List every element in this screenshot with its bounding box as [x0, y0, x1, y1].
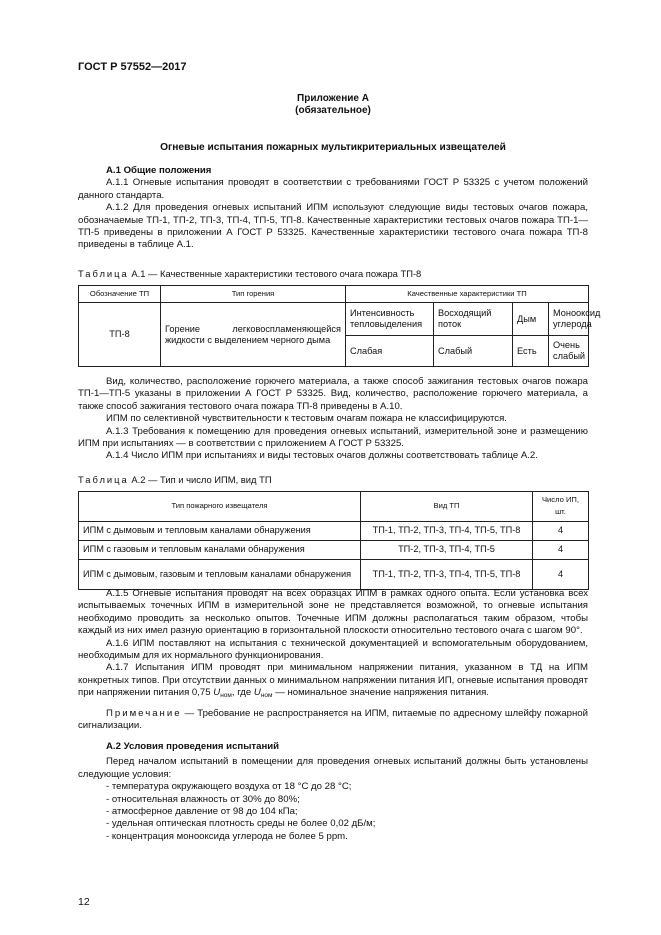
header-tp-type: Вид ТП	[361, 492, 533, 522]
a17-text-mid: , где	[231, 687, 254, 699]
list-item: - удельная оптическая плотность среды не более 0,02 дБ/м;	[106, 818, 376, 830]
cell-char-value: Есть	[513, 336, 549, 367]
header-count: Число ИП, шт.	[533, 492, 589, 522]
caption-prefix: Таблица	[78, 268, 129, 279]
paragraph-a12: А.1.2 Для проведения огневых испытаний ИПМ используют следующие виды тестовых очагов пожара, обозначаемые ТП-1, ТП-2, ТП-3, ТП-4, ТП-5, ТП-8. Качественные характеристики тестовых очагов пожара ТП-1—ТП-5 приведены в приложении А ГОСТ Р 53325. Качественные характеристики тестового очага пожара ТП-8 приведены в таблице А.1.	[78, 202, 588, 251]
cell-tp: ТП-2, ТП-3, ТП-4, ТП-5	[361, 540, 533, 559]
section-heading: А.1 Общие положения	[106, 165, 212, 176]
header-characteristics: Качественные характеристики ТП	[346, 286, 589, 303]
table-a2-caption	[78, 474, 588, 486]
paragraph-tp-description: Вид, количество, расположение горючего материала, а также способ зажигания тестовых очагов пожара ТП-1—ТП-5 указаны в приложении А ГОСТ Р 53325. Вид, количество, расположение горючего материала, а также способ зажигания тестового очага пожара ТП-8 приведены в А.10.	[78, 376, 588, 412]
paragraph-a15: А.1.5 Огневые испытания проводят на всех образцах ИПМ в рамках одного опыта. Если установка всех испытываемых точечных ИПМ в измерительной зоне не представляется возможной, то огневые испытания необходимо проводить за несколько опытов. Точечные ИПМ должны располагаться таким образом, чтобы каждый из них имел разную ориентацию в горизонтальной плоскости относительно тестового очага с шагом 90°.	[78, 588, 588, 637]
cell-count: 4	[533, 559, 589, 589]
section-a1	[78, 165, 588, 252]
cell-char-value: Слабая	[346, 336, 434, 367]
paragraph-a16: А.1.6 ИПМ поставляют на испытания с технической документацией и вспомогательным оборудованием, необходимым для их нормального функционирования.	[78, 637, 588, 662]
cell-count: 4	[533, 521, 589, 540]
annex-status: (обязательное)	[295, 105, 371, 116]
paragraph-selectivity: ИПМ по селективной чувствительности к тестовым очагам пожара не классифицируются.	[106, 413, 507, 425]
mid-paragraphs	[78, 376, 588, 463]
a17-text-start: А.1.7 Испытания ИПМ проводят при минимальном напряжении питания, указанном в ТД на ИПМ конкретных типов. При отсутствии данных о минимальном напряжении питания ИП, огневые испытания проводят при напряжении питания 0,75	[78, 662, 588, 699]
cell-char-name: Монооксид углерода	[549, 303, 589, 336]
document-number: ГОСТ Р 57552—2017	[78, 61, 187, 73]
paragraph-a17	[78, 662, 588, 702]
table-a2	[78, 491, 588, 590]
cell-detector-type: ИПМ с дымовым и тепловым каналами обнаружения	[79, 521, 361, 540]
paragraph-conditions-intro: Перед началом испытаний в помещении для проведения огневых испытаний должны быть установлены следующие условия:	[78, 756, 588, 780]
note-label: Примечание	[106, 707, 182, 719]
table-row	[79, 559, 589, 589]
cell-detector-type: ИПМ с газовым и тепловым каналами обнаружения	[79, 540, 361, 559]
section-heading: А.2 Условия проведения испытаний	[106, 741, 280, 752]
u-subscript: ном	[220, 692, 232, 700]
after-paragraphs	[78, 588, 588, 732]
u-subscript: ном	[260, 692, 273, 700]
cell-char-name: Восходящий поток	[434, 303, 513, 336]
paragraph-a11: А.1.1 Огневые испытания проводят в соответствии с требованиями ГОСТ Р 53325 с учетом положений данного стандарта.	[78, 177, 588, 201]
paragraph-a13: А.1.3 Требования к помещению для проведения огневых испытаний, измерительной зоне и размещению ИПМ при испытаниях — в соответствии с приложением А ГОСТ Р 53325.	[78, 425, 588, 450]
cell-designation: ТП-8	[79, 303, 161, 367]
caption-prefix: Таблица	[78, 474, 129, 485]
table-row	[79, 540, 589, 559]
list-item: - температура окружающего воздуха от 18 °С до 28 °С;	[106, 781, 352, 793]
cell-combustion: Горение легковоспламеняющейся жидкости с выделением черного дыма	[161, 303, 346, 367]
table-row	[79, 521, 589, 540]
cell-char-value: Слабый	[434, 336, 513, 367]
u-symbol: U	[253, 687, 261, 699]
header-detector-type: Тип пожарного извещателя	[79, 492, 361, 522]
annex-heading	[78, 93, 588, 117]
annex-title: Приложение А	[297, 93, 369, 104]
paragraph-a14: А.1.4 Число ИПМ при испытаниях и виды тестовых очагов должны соответствовать таблице А.2.	[106, 450, 538, 462]
cell-char-name: Дым	[513, 303, 549, 336]
section-a2	[78, 741, 588, 843]
cell-tp: ТП-1, ТП-2, ТП-3, ТП-4, ТП-5, ТП-8	[361, 559, 533, 589]
cell-char-value: Очень слабый	[549, 336, 589, 367]
list-item: - атмосферное давление от 98 до 104 кПа;	[106, 806, 298, 818]
cell-detector-type: ИПМ с дымовым, газовым и тепловым каналами обнаружения	[79, 559, 361, 589]
caption-text: А.1 — Качественные характеристики тестового очага пожара ТП-8	[128, 268, 422, 279]
conditions-list	[78, 781, 588, 843]
main-title: Огневые испытания пожарных мультикритериальных извещателей	[160, 142, 506, 153]
page-number: 12	[78, 896, 90, 908]
table-a1	[78, 285, 601, 367]
a17-text-end: — номинальное значение напряжения питания.	[272, 687, 489, 699]
caption-text: А.2 — Тип и число ИПМ, вид ТП	[128, 474, 272, 485]
header-combustion: Тип горения	[161, 286, 346, 303]
cell-count: 4	[533, 540, 589, 559]
list-item: - концентрация монооксида углерода не более 5 ppm.	[106, 830, 348, 842]
table-a1-caption	[78, 268, 588, 280]
note	[78, 708, 588, 733]
cell-char-name: Интенсивность тепловыделения	[346, 303, 434, 336]
list-item: - относительная влажность от 30% до 80%;	[106, 793, 300, 805]
u-symbol: U	[213, 687, 221, 699]
note-text: — Требование не распространяется на ИПМ, питаемые по адресному шлейфу пожарной сигнализации.	[78, 707, 588, 732]
cell-tp: ТП-1, ТП-2, ТП-3, ТП-4, ТП-5, ТП-8	[361, 521, 533, 540]
header-designation: Обозначение ТП	[79, 286, 161, 303]
